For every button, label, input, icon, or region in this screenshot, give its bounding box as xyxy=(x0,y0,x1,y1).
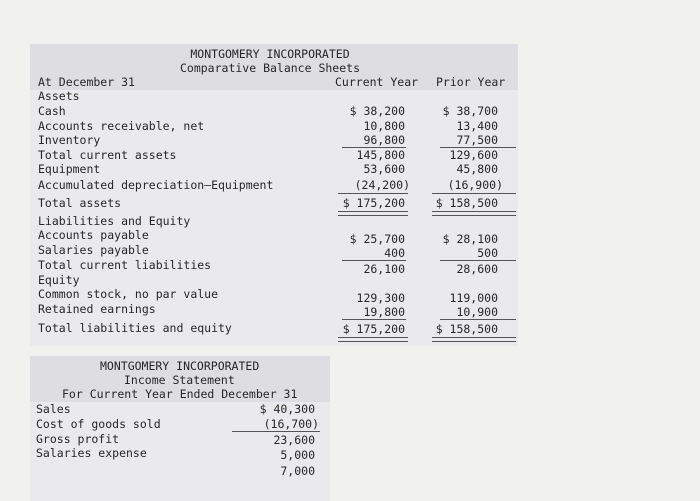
double-rule xyxy=(338,337,408,342)
row-retained-earnings-label: Retained earnings xyxy=(38,302,156,316)
double-rule xyxy=(432,211,516,216)
row-total-current-assets-current: 145,800 xyxy=(356,148,405,162)
is-row-cogs-label: Cost of goods sold xyxy=(36,417,161,431)
is-row-gross-profit-label: Gross profit xyxy=(36,432,120,446)
is-company: MONTGOMERY INCORPORATED xyxy=(100,359,260,373)
row-total-current-liab-label: Total current liabilities xyxy=(38,258,212,272)
rule xyxy=(232,431,320,432)
is-row-cut-value xyxy=(230,464,315,470)
row-equipment-current: 53,600 xyxy=(363,162,405,176)
row-total-assets-label: Total assets xyxy=(38,196,122,210)
double-rule xyxy=(432,337,516,342)
row-equipment-prior: 45,800 xyxy=(456,162,498,176)
bs-company: MONTGOMERY INCORPORATED xyxy=(190,47,350,61)
row-total-liab-equity-prior: $ 158,500 xyxy=(435,322,498,336)
is-row-cogs-value: (16,700) xyxy=(263,417,319,431)
row-ap-label: Accounts payable xyxy=(38,228,149,242)
row-total-current-assets-prior: 129,600 xyxy=(449,148,498,162)
assets-heading: Assets xyxy=(38,89,80,103)
row-common-stock-label: Common stock, no par value xyxy=(38,287,219,301)
row-inventory-label: Inventory xyxy=(38,133,101,147)
is-period: For Current Year Ended December 31 xyxy=(62,387,298,401)
row-cash-prior: $ 38,700 xyxy=(442,104,498,118)
row-total-assets-current: $ 175,200 xyxy=(342,196,405,210)
is-title: Income Statement xyxy=(124,373,235,387)
row-cash-label: Cash xyxy=(38,104,66,118)
is-row-sales-label: Sales xyxy=(36,402,71,416)
row-total-liab-equity-label: Total liabilities and equity xyxy=(38,321,232,335)
row-common-stock-prior: 119,000 xyxy=(449,291,498,305)
rule xyxy=(440,260,516,261)
row-ap-prior: $ 28,100 xyxy=(442,232,498,246)
is-row-sales-value: $ 40,300 xyxy=(259,402,315,416)
row-equipment-label: Equipment xyxy=(38,162,101,176)
row-retained-earnings-prior: 10,900 xyxy=(456,305,498,319)
bs-title: Comparative Balance Sheets xyxy=(179,61,360,75)
row-ar-label: Accounts receivable, net xyxy=(38,119,205,133)
row-accum-dep-label: Accumulated depreciation—Equipment xyxy=(38,178,274,192)
equity-heading: Equity xyxy=(38,273,80,287)
row-total-assets-prior: $ 158,500 xyxy=(435,196,498,210)
row-common-stock-current: 129,300 xyxy=(356,291,405,305)
row-total-current-liab-prior: 28,600 xyxy=(456,262,498,276)
row-accum-dep-prior: (16,900) xyxy=(447,178,503,192)
row-total-current-assets-label: Total current assets xyxy=(38,148,177,162)
is-row-salaries-expense-value: 5,000 xyxy=(280,448,315,462)
row-ar-current: 10,800 xyxy=(363,119,405,133)
row-salaries-payable-current: 400 xyxy=(384,246,405,260)
row-ar-prior: 13,400 xyxy=(456,119,498,133)
row-salaries-payable-prior: 500 xyxy=(477,246,498,260)
liabilities-heading: Liabilities and Equity xyxy=(38,214,191,228)
row-accum-dep-current: (24,200) xyxy=(354,178,410,192)
row-ap-current: $ 25,700 xyxy=(349,232,405,246)
is-row-salaries-expense-label: Salaries expense xyxy=(36,446,147,460)
row-cash-current: $ 38,200 xyxy=(349,104,405,118)
rule xyxy=(342,260,406,261)
is-row-gross-profit-value: 23,600 xyxy=(273,433,315,447)
row-inventory-prior: 77,500 xyxy=(456,133,498,147)
row-total-liab-equity-current: $ 175,200 xyxy=(342,322,405,336)
rule xyxy=(432,193,516,194)
col-prior-year: Prior Year xyxy=(436,75,506,89)
row-salaries-payable-label: Salaries payable xyxy=(38,243,149,257)
rule xyxy=(342,319,406,320)
col-current-year: Current Year xyxy=(335,75,419,89)
row-inventory-current: 96,800 xyxy=(363,133,405,147)
row-total-current-liab-current: 26,100 xyxy=(363,262,405,276)
rule xyxy=(338,193,408,194)
bs-date-label: At December 31 xyxy=(38,75,135,89)
row-retained-earnings-current: 19,800 xyxy=(363,305,405,319)
rule xyxy=(440,319,516,320)
double-rule xyxy=(338,211,408,216)
